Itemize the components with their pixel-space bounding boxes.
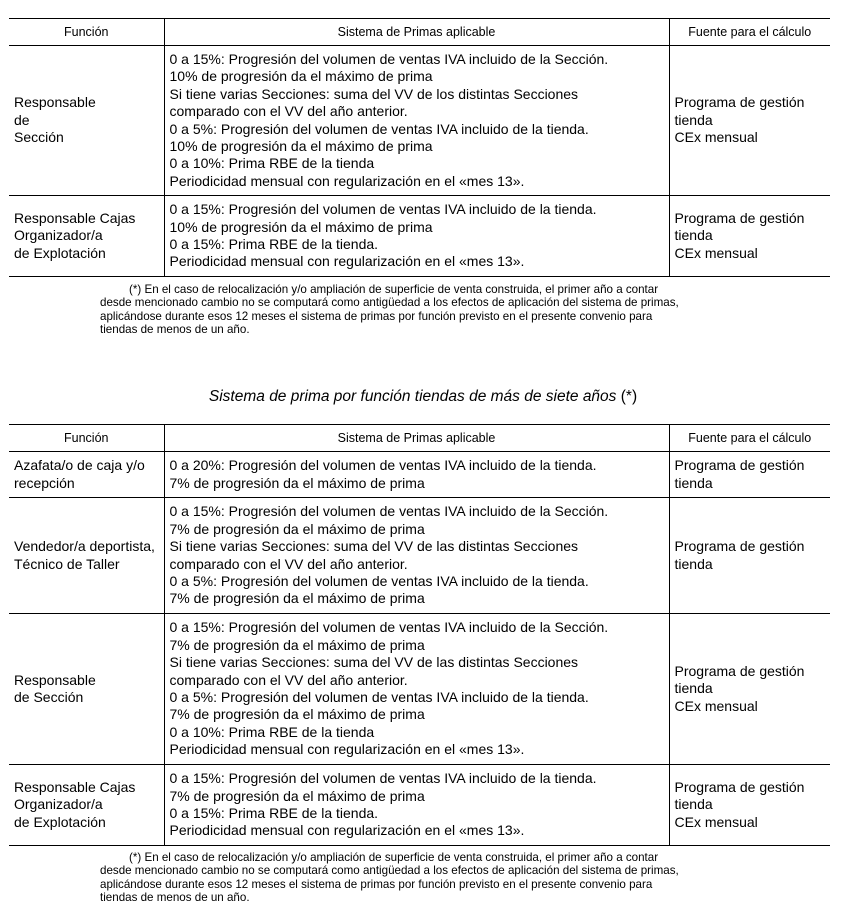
sistema-line: 0 a 15%: Prima RBE de la tienda.: [169, 236, 379, 252]
sistema-line: 0 a 5%: Progresión del volumen de ventas IVA incluido de la tienda.: [169, 572, 589, 589]
sistema-line: 7% de progresión da el máximo de prima: [169, 590, 425, 607]
table-row: [9, 46, 830, 196]
funcion-line: recepción: [14, 474, 75, 491]
fuente-line: tienda: [674, 227, 713, 244]
fuente-line: CEx mensual: [674, 244, 758, 261]
header-funcion: Función: [64, 431, 109, 445]
footnote-line: desde mencionado cambio no se computará como antigüedad a los efectos de aplicación del sistema de primas,: [100, 296, 679, 310]
sistema-line: 0 a 15%: Progresión del volumen de ventas IVA incluido de la tienda.: [169, 770, 597, 787]
fuente-line: Programa de gestión: [674, 94, 805, 111]
sistema-line: 0 a 5%: Progresión del volumen de ventas IVA incluido de la tienda.: [169, 689, 589, 705]
fuente-line: tienda: [674, 474, 713, 491]
fuente-cell: [669, 614, 830, 765]
fuente-line: Programa de gestión: [674, 457, 805, 474]
section-title: [0, 388, 846, 406]
sistema-line: 0 a 5%: Progresión del volumen de ventas IVA incluido de la tienda.: [169, 120, 589, 137]
fuente-line: Programa de gestión: [674, 209, 805, 226]
funcion-cell: [9, 498, 164, 614]
section-title-text: Sistema de prima por función tiendas de más de siete años: [208, 388, 617, 405]
funcion-line: Organizador/a: [14, 227, 103, 244]
sistema-line: 0 a 15%: Progresión del volumen de ventas IVA incluido de la Sección.: [169, 619, 609, 636]
sistema-cell: [164, 765, 669, 846]
primas-table-2: [9, 424, 830, 846]
fuente-cell: [669, 46, 830, 196]
table-header-row: [9, 425, 830, 452]
funcion-cell: [9, 765, 164, 846]
sistema-line: Si tiene varias Secciones: suma del VV de las distintas Secciones: [169, 538, 579, 555]
fuente-cell: [669, 765, 830, 846]
fuente-line: CEx mensual: [674, 813, 758, 830]
sistema-line: 10% de progresión da el máximo de prima: [169, 218, 433, 235]
funcion-line: Organizador/a: [14, 796, 103, 813]
sistema-line: 10% de progresión da el máximo de prima: [169, 68, 433, 85]
sistema-line: Si tiene varias Secciones: suma del VV de los distintas Secciones: [169, 85, 579, 102]
funcion-line: Vendedor/a deportista,: [14, 538, 155, 555]
fuente-line: tienda: [674, 555, 713, 572]
sistema-line: 7% de progresión da el máximo de prima: [169, 787, 425, 804]
funcion-line: de Explotación: [14, 813, 106, 830]
table-row: [9, 196, 830, 277]
fuente-line: CEx mensual: [674, 129, 758, 146]
funcion-line: Azafata/o de caja y/o: [14, 457, 145, 474]
header-sistema: Sistema de Primas aplicable: [164, 425, 669, 452]
sistema-line: 10% de progresión da el máximo de prima: [169, 137, 433, 154]
funcion-cell: [9, 614, 164, 765]
sistema-line: comparado con el VV del año anterior.: [169, 555, 408, 572]
sistema-line: 0 a 10%: Prima RBE de la tienda: [169, 155, 375, 172]
funcion-line: Responsable: [14, 94, 96, 111]
footnote-line: (*) En el caso de relocalización y/o ampliación de superficie de venta construida, el primer año a contar: [129, 283, 659, 296]
funcion-line: de: [14, 111, 30, 128]
section-title-mark: (*): [616, 388, 638, 405]
sistema-cell: [164, 46, 669, 196]
sistema-line: Periodicidad mensual con regularización en el «mes 13».: [169, 741, 525, 758]
sistema-line: Periodicidad mensual con regularización en el «mes 13».: [169, 172, 525, 189]
fuente-cell: [669, 498, 830, 614]
footnote-line: tiendas de menos de un año.: [100, 891, 250, 905]
header-fuente: Fuente para el cálculo: [669, 19, 830, 46]
fuente-cell: [669, 452, 830, 498]
header-sistema: Sistema de Primas aplicable: [164, 19, 669, 46]
sistema-cell: [164, 498, 669, 614]
footnote-line: desde mencionado cambio no se computará como antigüedad a los efectos de aplicación del sistema de primas,: [100, 864, 679, 878]
sistema-line: 0 a 15%: Progresión del volumen de ventas IVA incluido de la Sección.: [169, 503, 609, 520]
table-row: [9, 452, 830, 498]
table-header-row: [9, 19, 830, 46]
footnote-line: (*) En el caso de relocalización y/o ampliación de superficie de venta construida, el primer año a contar: [129, 851, 659, 864]
funcion-line: Responsable: [14, 671, 96, 688]
table-row: [9, 498, 830, 614]
sistema-line: 7% de progresión da el máximo de prima: [169, 636, 425, 653]
sistema-line: 7% de progresión da el máximo de prima: [169, 474, 425, 491]
fuente-line: Programa de gestión: [674, 662, 805, 679]
table-row: [9, 765, 830, 846]
sistema-line: comparado con el VV del año anterior.: [169, 103, 408, 120]
fuente-line: Programa de gestión: [674, 538, 805, 555]
funcion-cell: [9, 452, 164, 498]
funcion-line: Técnico de Taller: [14, 555, 120, 572]
fuente-cell: [669, 196, 830, 277]
footnote-1: [100, 283, 750, 337]
sistema-line: 0 a 15%: Progresión del volumen de ventas IVA incluido de la tienda.: [169, 201, 597, 218]
fuente-line: tienda: [674, 796, 713, 813]
funcion-line: de Explotación: [14, 244, 106, 261]
sistema-line: 0 a 20%: Progresión del volumen de ventas IVA incluido de la tienda.: [169, 457, 597, 474]
funcion-line: Responsable Cajas: [14, 778, 136, 795]
funcion-line: Sección: [14, 129, 64, 146]
sistema-line: Periodicidad mensual con regularización en el «mes 13».: [169, 253, 525, 270]
funcion-cell: [9, 196, 164, 277]
sistema-cell: [164, 196, 669, 277]
header-fuente: Fuente para el cálculo: [669, 425, 830, 452]
footnote-2: [100, 851, 750, 905]
footnote-line: aplicándose durante esos 12 meses el sistema de primas por función previsto en el presente convenio para: [100, 877, 653, 891]
funcion-cell: [9, 46, 164, 196]
sistema-line: Si tiene varias Secciones: suma del VV de las distintas Secciones: [169, 654, 579, 671]
sistema-line: 7% de progresión da el máximo de prima: [169, 520, 425, 537]
fuente-line: tienda: [674, 111, 713, 128]
primas-table-1: [9, 18, 830, 277]
header-funcion: Función: [64, 25, 109, 39]
funcion-line: de Sección: [14, 689, 84, 705]
fuente-line: tienda: [674, 680, 713, 697]
sistema-line: 0 a 15%: Progresión del volumen de ventas IVA incluido de la Sección.: [169, 50, 609, 67]
sistema-line: comparado con el VV del año anterior.: [169, 671, 408, 688]
table-row: [9, 614, 830, 765]
funcion-line: Responsable Cajas: [14, 209, 136, 226]
fuente-line: CEx mensual: [674, 697, 758, 714]
sistema-line: 0 a 15%: Prima RBE de la tienda.: [169, 805, 379, 821]
sistema-line: 0 a 10%: Prima RBE de la tienda: [169, 723, 375, 740]
sistema-cell: [164, 614, 669, 765]
footnote-line: tiendas de menos de un año.: [100, 323, 250, 337]
sistema-line: Periodicidad mensual con regularización en el «mes 13».: [169, 822, 525, 839]
footnote-line: aplicándose durante esos 12 meses el sistema de primas por función previsto en el presente convenio para: [100, 309, 653, 323]
sistema-line: 7% de progresión da el máximo de prima: [169, 706, 425, 723]
sistema-cell: [164, 452, 669, 498]
fuente-line: Programa de gestión: [674, 778, 805, 795]
